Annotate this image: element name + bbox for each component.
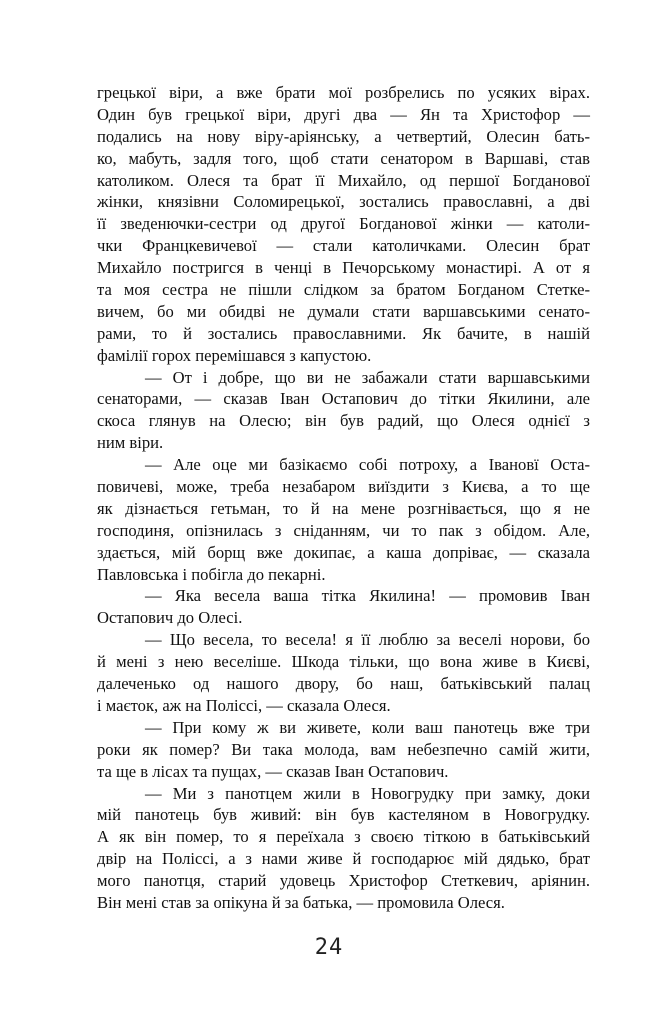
text-line: фамілії горох перемішався з капустою. — [97, 345, 372, 365]
text-line: як дізнається гетьман, то й на мене розгнівається, що я не — [97, 498, 590, 518]
text-line: й мені з нею веселіше. Шкода тільки, що вона живе в Києві, — [97, 652, 590, 672]
text-line: роки як помер? Ви така молода, вам небезпечно самій жити, — [97, 739, 590, 759]
text-line: католиком. Олеся та брат її Михайло, од першої Богданової — [97, 170, 590, 190]
text-line: — Що весела, то весела! я її люблю за веселі норови, бо — [145, 630, 590, 650]
text-line: мого панотця, старий удовець Христофор Стеткевич, аріянин. — [97, 871, 590, 891]
text-line: та моя сестра не пішли слідком за братом Богданом Стетке- — [97, 280, 590, 300]
text-line: далеченько од нашого двору, бо наш, батьківський палац — [97, 674, 590, 694]
text-line: — Але оце ми базікаємо собі потроху, а Івановї Оста- — [145, 455, 590, 475]
text-line: жінки, князівни Соломирецької, зостались православні, а дві — [97, 192, 590, 212]
text-line: ним віри. — [97, 433, 164, 453]
text-line: та ще в лісах та пущах, — сказав Іван Остапович. — [97, 761, 449, 781]
text-line: її зведенючки-сестри од другої Богданової жінки — католи- — [97, 214, 590, 234]
text-line: Остапович до Олесі. — [97, 608, 243, 628]
text-line: Павловська і побігла до пекарні. — [97, 564, 326, 584]
text-line: — От і добре, що ви не забажали стати варшавськими — [145, 367, 590, 387]
page-number: 24 — [314, 935, 344, 960]
text-line: — Ми з панотцем жили в Новогрудку при замку, доки — [145, 783, 590, 803]
text-line: сенаторами, — сказав Іван Остапович до тітки Якилини, але — [97, 389, 590, 409]
text-line: скоса глянув на Олесю; він був радий, що Олеся однієї з — [97, 411, 590, 431]
text-line: подались на нову віру-аріянську, а четвертий, Олесин бать- — [97, 126, 590, 146]
text-line: повичеві, може, треба незабаром виїздити з Києва, а то ще — [97, 477, 590, 497]
text-line: господиня, опізнилась з сніданням, чи то пак з обідом. Але, — [97, 520, 590, 540]
text-line: А як він помер, то я переїхала з своєю тіткою в батьківський — [97, 827, 590, 847]
text-line: двір на Поліссі, а з нами живе й господарює мій дядько, брат — [97, 849, 590, 869]
text-line: ко, мабуть, задля того, щоб стати сенатором в Варшаві, став — [97, 148, 590, 168]
text-line: вичем, бо ми обидві не думали стати варшавськими сенато- — [97, 301, 590, 321]
text-block — [97, 82, 590, 914]
text-line: грецької віри, а вже брати мої розбрелись по усяких вірах. — [97, 83, 590, 102]
text-line: Він мені став за опікуна й за батька, — промовила Олеся. — [97, 892, 505, 912]
text-line: чки Францкевичевої — стали католичками. Олесин брат — [97, 236, 590, 256]
text-line: — При кому ж ви живете, коли ваш панотець вже три — [145, 717, 590, 737]
text-line: здається, мій борщ вже докипає, а каша допріває, — сказала — [97, 542, 590, 562]
text-line: — Яка весела ваша тітка Якилина! — промовив Іван — [145, 586, 590, 606]
text-line: і маєток, аж на Поліссі, — сказала Олеся. — [97, 695, 391, 715]
text-line: Михайло постригся в ченці в Печорському монастирі. А от я — [97, 258, 590, 278]
text-line: мій панотець був живий: він був кастеляном в Новогрудку. — [97, 805, 590, 825]
text-line: Один був грецької віри, другі два — Ян та Христофор — — [97, 104, 590, 124]
text-line: рами, то й зостались православними. Як бачите, в нашій — [97, 323, 590, 343]
